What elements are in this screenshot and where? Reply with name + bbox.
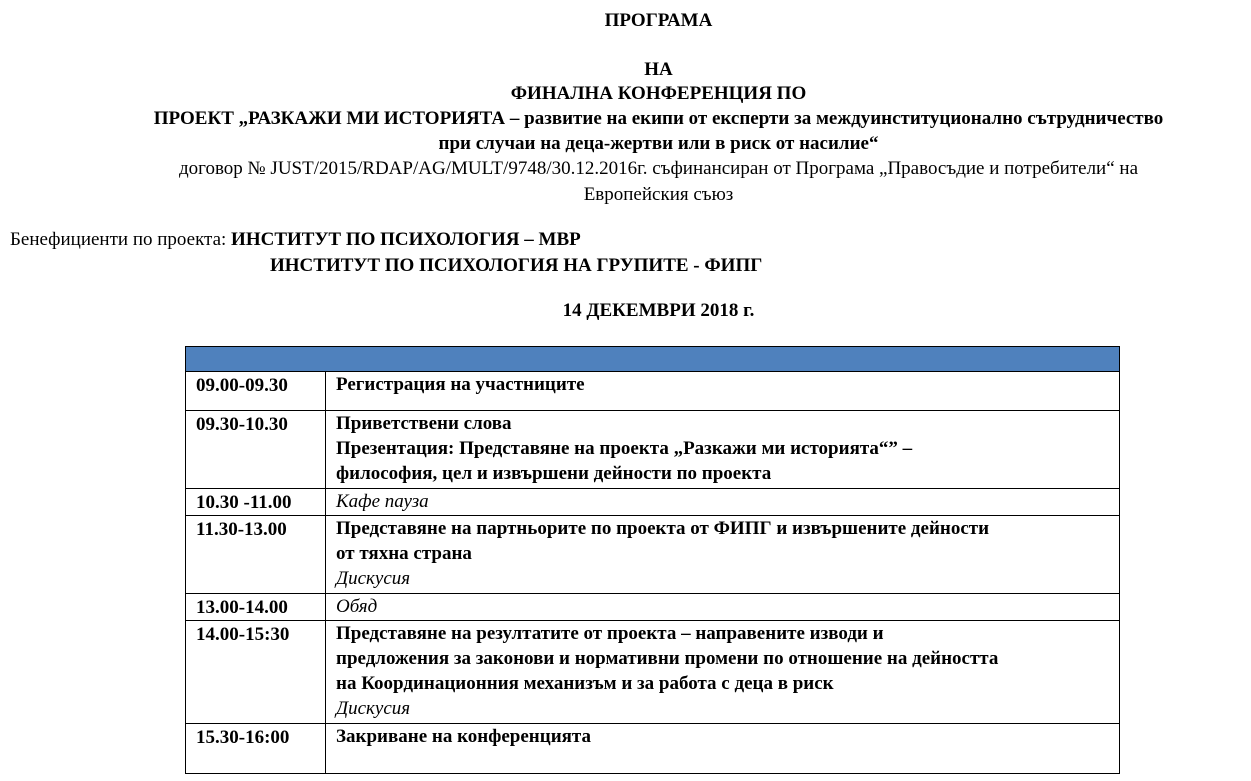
time-cell: 11.30-13.00 xyxy=(186,516,326,594)
table-header-bar xyxy=(186,347,1120,372)
time-cell: 13.00-14.00 xyxy=(186,594,326,621)
beneficiary-second: ИНСТИТУТ ПО ПСИХОЛОГИЯ НА ГРУПИТЕ - ФИПГ xyxy=(270,255,763,276)
title-na: НА xyxy=(644,59,673,80)
table-row xyxy=(186,724,1120,774)
document-title: ПРОГРАМА xyxy=(604,10,713,31)
item-note: Кафе пауза xyxy=(336,491,429,512)
contract-line2: Европейския съюз xyxy=(583,184,734,205)
table-row xyxy=(186,621,1120,724)
item-text: Презентация: Представяне на проекта „Разкажи ми историята“” – xyxy=(336,438,913,459)
description-cell xyxy=(326,372,1120,411)
item-text: Представяне на партньорите по проекта от ФИПГ и извършените дейности xyxy=(336,518,990,539)
item-text: Регистрация на участниците xyxy=(336,374,585,395)
time-cell: 09.00-09.30 xyxy=(186,372,326,411)
beneficiaries-label: Бенефициенти по проекта: xyxy=(10,229,232,250)
table-row xyxy=(186,489,1120,516)
item-text: философия, цел и извършени дейности по проекта xyxy=(336,463,772,484)
description-cell xyxy=(326,516,1120,594)
table-row xyxy=(186,411,1120,489)
item-text: на Координационния механизъм и за работа с деца в риск xyxy=(336,673,834,694)
item-text: от тяхна страна xyxy=(336,543,472,564)
description-cell xyxy=(326,411,1120,489)
beneficiary-first: ИНСТИТУТ ПО ПСИХОЛОГИЯ – МВР xyxy=(231,229,581,250)
table-row xyxy=(186,372,1120,411)
table-header-row xyxy=(186,347,1120,372)
project-name-line2: при случаи на деца-жертви или в риск от насилие“ xyxy=(438,133,879,154)
table-row xyxy=(186,594,1120,621)
contract-line1: договор № JUST/2015/RDAP/AG/MULT/9748/30.12.2016г. съфинансиран от Програма „Правосъдие и потребители“ на xyxy=(178,158,1139,179)
beneficiaries xyxy=(10,228,581,252)
description-cell xyxy=(326,594,1120,621)
item-note: Дискусия xyxy=(336,568,411,589)
item-note: Дискусия xyxy=(336,698,411,719)
time-cell: 09.30-10.30 xyxy=(186,411,326,489)
program-table xyxy=(185,346,1120,774)
title-final-conference: ФИНАЛНА КОНФЕРЕНЦИЯ ПО xyxy=(510,83,807,104)
project-name-line1: ПРОЕКТ „РАЗКАЖИ МИ ИСТОРИЯТА – развитие на екипи от експерти за междуинституционално сътрудничество xyxy=(153,108,1164,129)
time-cell: 15.30-16:00 xyxy=(186,724,326,774)
item-text: Приветствени слова xyxy=(336,413,512,434)
time-cell: 10.30 -11.00 xyxy=(186,489,326,516)
item-text: предложения за законови и нормативни промени по отношение на дейността xyxy=(336,648,999,669)
description-cell xyxy=(326,621,1120,724)
time-cell: 14.00-15:30 xyxy=(186,621,326,724)
item-note: Обяд xyxy=(336,596,378,617)
table-row xyxy=(186,516,1120,594)
item-text: Закриване на конференцията xyxy=(336,726,591,747)
item-text: Представяне на резултатите от проекта – направените изводи и xyxy=(336,623,884,644)
conference-date: 14 ДЕКЕМВРИ 2018 г. xyxy=(562,300,755,321)
description-cell xyxy=(326,489,1120,516)
description-cell xyxy=(326,724,1120,774)
